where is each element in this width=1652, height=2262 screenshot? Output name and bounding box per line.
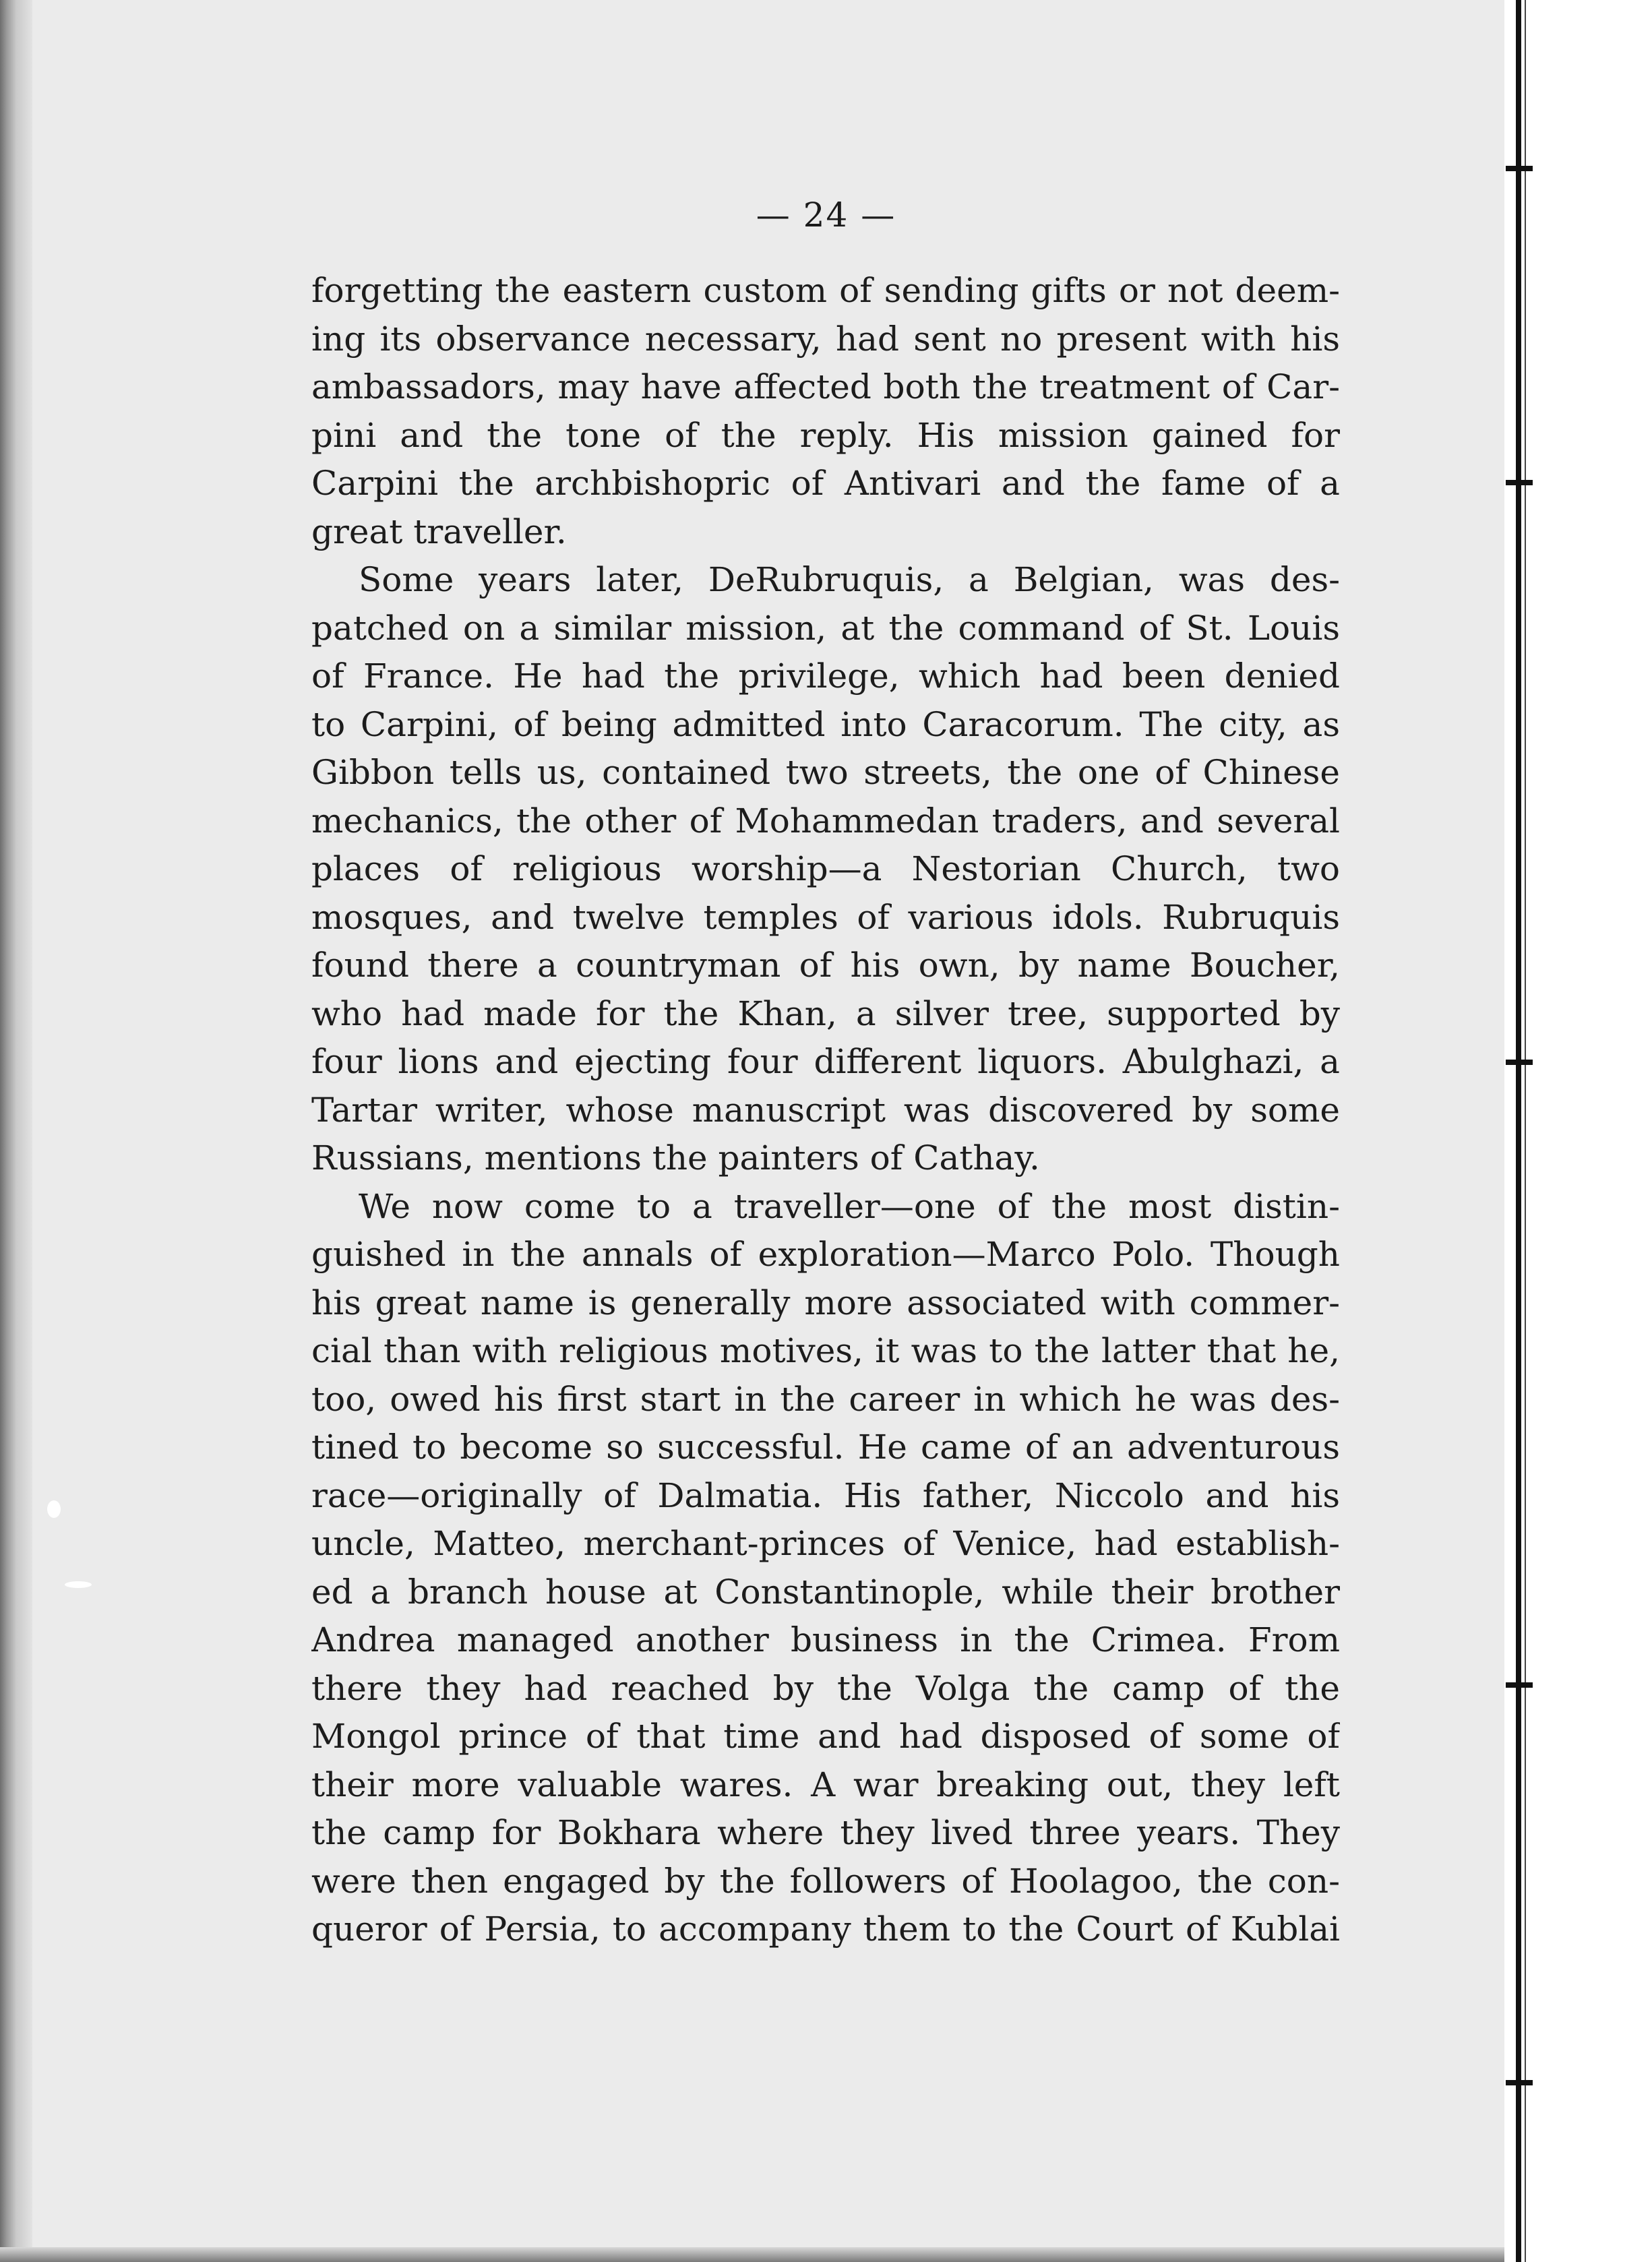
text-line: of France. He had the privilege, which had been denied — [311, 656, 1340, 696]
text-line: Andrea managed another business in the Crimea. From — [311, 1620, 1340, 1659]
text-line: were then engaged by the followers of Hoolagoo, the con- — [311, 1861, 1340, 1901]
text-line: Gibbon tells us, contained two streets, the one of Chinese — [311, 753, 1340, 792]
page-number: — 24 — — [756, 195, 896, 235]
text-line: patched on a similar mission, at the command of St. Louis — [311, 608, 1340, 648]
text-line: forgetting the eastern custom of sending gifts or not deem- — [311, 271, 1340, 310]
text-line: ed a branch house at Constantinople, while their brother — [311, 1572, 1340, 1612]
binding-stitch — [1506, 166, 1533, 171]
text-line: too, owed his first start in the career in which he was des- — [311, 1379, 1340, 1419]
text-line: great traveller. — [311, 512, 567, 551]
text-line: ing its observance necessary, had sent no present with his — [311, 319, 1340, 359]
binding-stitch — [1506, 1060, 1533, 1065]
text-line: Russians, mentions the painters of Cathay. — [311, 1138, 1040, 1178]
scan-speck — [65, 1581, 92, 1588]
text-line: there they had reached by the Volga the camp of the — [311, 1668, 1340, 1708]
text-line: four lions and ejecting four different liquors. Abulghazi, a — [311, 1042, 1340, 1081]
text-line: queror of Persia, to accompany them to the Court of Kublai — [311, 1909, 1340, 1949]
binding-stitch — [1506, 2080, 1533, 2085]
text-line: guished in the annals of exploration—Marco Polo. Though — [311, 1235, 1340, 1274]
text-line: mechanics, the other of Mohammedan traders, and several — [311, 801, 1340, 840]
text-line: uncle, Matteo, merchant-princes of Venice, had establish- — [311, 1524, 1340, 1563]
paragraph-start-line: Some years later, DeRubruquis, a Belgian, was des- — [359, 560, 1340, 599]
binding-thread — [1516, 0, 1521, 2262]
paragraph-start-line: We now come to a traveller—one of the most distin- — [359, 1186, 1340, 1226]
text-line: the camp for Bokhara where they lived three years. They — [311, 1813, 1340, 1852]
binding-margin — [1504, 0, 1652, 2262]
text-line: ambassadors, may have affected both the treatment of Car- — [311, 367, 1340, 406]
text-line: places of religious worship—a Nestorian Church, two — [311, 849, 1340, 888]
text-line: who had made for the Khan, a silver tree, supported by — [311, 994, 1340, 1033]
text-line: their more valuable wares. A war breaking out, they left — [311, 1765, 1340, 1804]
body-text — [311, 267, 1340, 1954]
text-line: his great name is generally more associated with commer- — [311, 1283, 1340, 1322]
text-line: Carpini the archbishopric of Antivari and the fame of a — [311, 464, 1340, 503]
text-line: race—originally of Dalmatia. His father, Niccolo and his — [311, 1475, 1340, 1515]
text-line: mosques, and twelve temples of various idols. Rubruquis — [311, 897, 1340, 937]
text-line: tined to become so successful. He came of an adventurous — [311, 1428, 1340, 1467]
binding-thread-secondary — [1525, 0, 1526, 2262]
text-line: cial than with religious motives, it was to the latter that he, — [311, 1331, 1340, 1370]
scan-speck — [47, 1500, 61, 1518]
text-line: Tartar writer, whose manuscript was discovered by some — [311, 1090, 1340, 1130]
text-line: Mongol prince of that time and had disposed of some of — [311, 1717, 1340, 1756]
binding-stitch — [1506, 480, 1533, 485]
text-line: pini and the tone of the reply. His mission gained for — [311, 415, 1340, 455]
binding-stitch — [1506, 1682, 1533, 1688]
page-bottom-edge-shadow — [0, 2247, 1652, 2262]
text-line: found there a countryman of his own, by name Boucher, — [311, 946, 1340, 985]
page-left-edge-shadow — [0, 0, 32, 2262]
text-line: to Carpini, of being admitted into Caracorum. The city, as — [311, 704, 1340, 744]
